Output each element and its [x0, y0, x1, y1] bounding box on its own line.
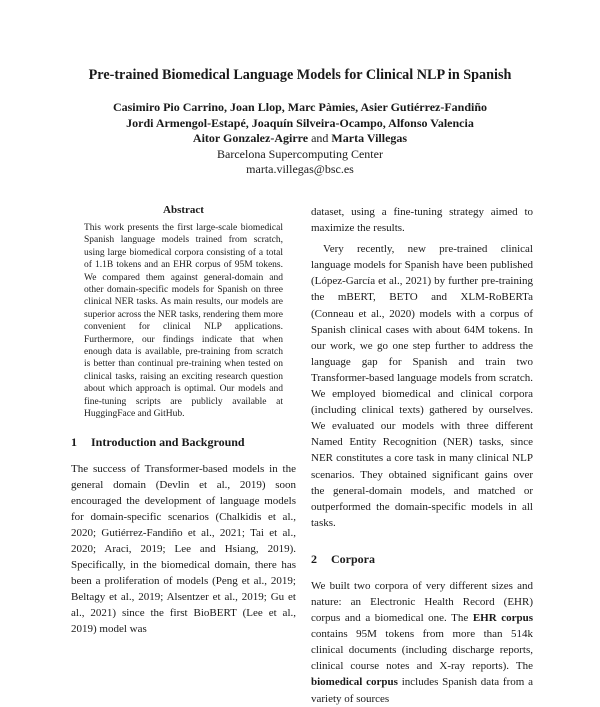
intro-paragraph: The success of Transformer-based models in the general domain (Devlin et al., 2019) soon encouraged the development of language models for domain-specific scenarios (Chalkidis et al., 2020; Gutiérrez-Fandiño et al., 2021; Tai et al., 2020; Araci, 2019; Lee and Hsiang, 2019). Specifically, in the biomedical domain, there has been a proliferation of models (Peng et al., 2019; Beltagy et al., 2019; Alsentzer et al., 2019; Gu et al., 2021) since the first BioBERT (Lee et al., 2019) model was — [71, 462, 296, 636]
author-name: Marta Villegas — [331, 131, 408, 145]
affiliation: Barcelona Supercomputing Center — [217, 146, 383, 161]
section-heading-corpora — [311, 552, 533, 567]
intro-paragraph-2: Very recently, new pre-trained clinical language models for Spanish have been published (López-García et al., 2021) by further pre-training the mBERT, BETO and XLM-RoBERTa (Conneau et al., 2020) models with a corpus of Spanish clinical cases with about 64M tokens. In our work, we go one step further to address the language gap for Spanish and train two Transformer-based language models from scratch. We employed biomedical and clinical corpora (including clinical texts) gathered by ourselves. We evaluated our models with three different Named Entity Recognition (NER) tasks, since NER constitutes a core task in many clinical NLP scenarios. They obtained significant gains over the general-domain models, and matched or outperformed the domain-specific models in all tasks. — [311, 243, 533, 529]
left-column — [71, 204, 296, 638]
author-block — [0, 100, 600, 178]
section-number: 1 — [71, 434, 77, 449]
paragraph-continuation: dataset, using a fine-tuning strategy aimed to maximize the results. — [311, 206, 533, 235]
author-line-3 — [0, 131, 600, 147]
section-title: Introduction and Background — [91, 434, 245, 449]
author-line-1: Casimiro Pio Carrino, Joan Llop, Marc Pàmies, Asier Gutiérrez-Fandiño — [112, 100, 488, 114]
corpora-paragraph — [311, 578, 533, 707]
text-run: We built two corpora of very different sizes and nature: an Electronic Health Record (EHR) corpus and a biomedical one. The — [311, 579, 533, 625]
text-run-bold: EHR corpus — [472, 612, 533, 625]
author-name: Aitor Gonzalez-Agirre — [192, 131, 309, 145]
right-column — [311, 204, 533, 707]
section-number: 2 — [311, 551, 317, 566]
paper-title: Pre-trained Biomedical Language Models for Clinical NLP in Spanish — [88, 67, 512, 83]
email: marta.villegas@bsc.es — [246, 162, 354, 176]
text-run-bold: biomedical corpus — [311, 676, 398, 689]
author-conjunction: and — [311, 131, 329, 145]
abstract-text: This work presents the first large-scale biomedical Spanish language models trained from scratch, using large biomedical corpora consisting of a total of 1.1B tokens and an EHR corpus of 95M tokens. We compared them against general-domain and other domain-specific models for Spanish on three clinical NER tasks. As main results, our models are superior across the NER tasks, rendering them more convenient for clinical NLP applications. Furthermore, our findings indicate that when enough data is available, pre-training from scratch is better than continual pre-training when tested on clinical tasks, raising an exciting research question about which approach is optimal. Our models and fine-tuning scripts are publicly available at HuggingFace and GitHub. — [84, 223, 283, 420]
abstract-heading: Abstract — [163, 204, 204, 216]
text-run: includes Spanish data from a variety of sources — [311, 676, 533, 705]
author-line-2: Jordi Armengol-Estapé, Joaquín Silveira-Ocampo, Alfonso Valencia — [126, 115, 474, 130]
text-run: contains 95M tokens from more than 514k clinical documents (including discharge reports, clinical course notes and X-ray reports). The — [311, 628, 533, 673]
section-title: Corpora — [331, 551, 375, 566]
section-heading-introduction — [71, 435, 296, 450]
